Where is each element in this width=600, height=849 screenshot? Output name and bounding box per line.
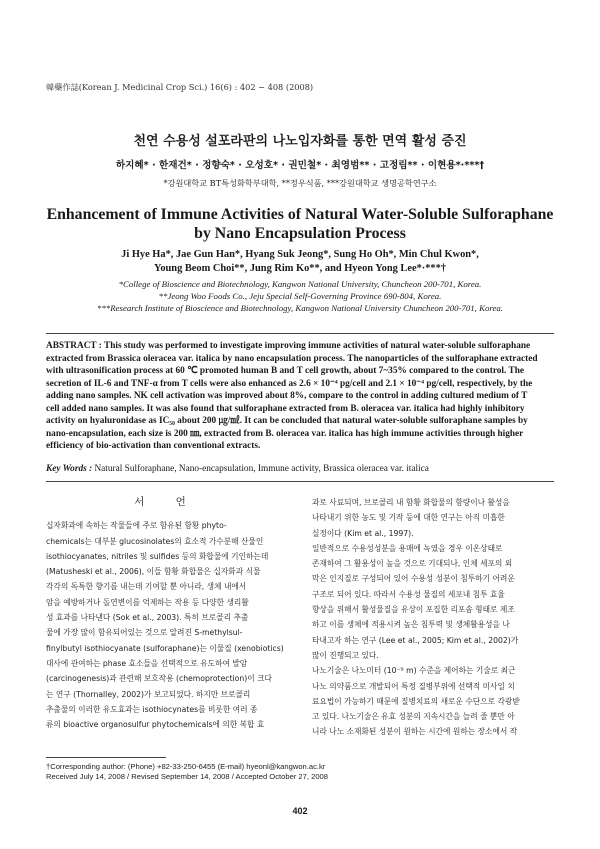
korean-title: 천연 수용성 설포라판의 나노입자화를 통한 면역 활성 증진 (133, 134, 467, 149)
abstract (46, 340, 554, 453)
abstract-line: efficiency of bio-activation than conventional extracts. (46, 441, 261, 451)
korean-authors: 하지혜* · 한재건* · 정향숙* · 오성호* · 권민철* · 최영범** · 고정림** · 이현용*·***† (115, 160, 485, 171)
body-line: 타내고자 하는 연구 (Lee et al., 2005; Kim et al., 2002)가 (312, 635, 519, 645)
english-title (0, 205, 600, 243)
body-line: 일반적으로 수용성성분을 용매에 녹였을 경우 이온상태로 (312, 543, 503, 553)
right-column (312, 495, 554, 740)
body-line: chemicals는 대부분 glucosinolates의 효소적 가수분해 산물인 (46, 536, 264, 546)
abstract-line: extracted from Brassica oleracea var. italica by nano encapsulation process. The nanoparticles of the sulforaphane extracted (46, 353, 538, 364)
body-line: 하고 이를 생체에 적용시켜 높은 침투력 및 생체활용성을 나 (312, 620, 510, 630)
abstract-line: ABSTRACT : This study was performed to investigate improving immune activities of natural water-soluble sulforaphane (46, 341, 531, 351)
footnote-rule (46, 757, 166, 758)
keywords (46, 463, 554, 475)
abstract-line: secretion of IL-6 and TNF-α from T cells were also enhanced as 2.6 × 10⁻⁴ pg/cell and 2.1 × 10⁻⁴ pg/cell, respectively, by the (46, 378, 533, 389)
abstract-line: activity on hyaluronidase as IC₅₀ about 200 ㎍/㎖. It can be concluded that natural water-soluble sulforaphane samples by (46, 416, 528, 426)
body-line: 고 있다. 나노기술은 유효 성분의 지속시간을 늘려 줄 뿐만 아 (312, 712, 515, 722)
body-line: 각각의 독특한 향기를 내는데 기여할 뿐 아니라, 생체 내에서 (46, 582, 247, 592)
abstract-line: nano-encapsulation, each size is 200 ㎚, extracted from B. oleracea var. italica has high immune activities through higher (46, 428, 524, 439)
abstract-bottom-rule (46, 481, 554, 482)
body-line: 과로 사료되며, 브로콜리 내 함황 화합물의 함량이나 활성을 (312, 498, 510, 507)
body-line: 류의 bioactive organosulfur phytochemicals에 의한 복합 효 (46, 720, 265, 730)
english-authors-line: Young Beom Choi**, Jung Rim Ko**, and Hyeon Yong Lee*·***† (153, 263, 447, 274)
abstract-top-rule (46, 333, 554, 334)
body-line: 대사에 관여하는 phase 효소들을 선택적으로 유도하여 발암 (46, 658, 248, 668)
journal-header: 韓藥作誌(Korean J. Medicinal Crop Sci.) 16(6) : 402 − 408 (2008) (46, 82, 314, 92)
body-line: 료요법이 가능하기 때문에 질병치료의 새로운 수단으로 각광받 (312, 696, 520, 706)
body-line: 존재하여 그 활용성이 높을 것으로 기대되나, 인체 세포의 외 (312, 559, 513, 569)
english-title-line: Enhancement of Immune Activities of Natural Water-Soluble Sulforaphane (46, 206, 554, 223)
body-line: (Matusheski et al., 2006), 이들 함황 화합물은 십자화과 식물 (46, 567, 261, 577)
body-line: 물에 가장 많이 함유되어있는 것으로 알려진 S-methylsul- (46, 628, 243, 638)
korean-affiliation: *강원대학교 BT특성화학부대학, **정우식품, ***강원대학교 생명공학연구소 (163, 178, 437, 188)
received-dates: Received July 14, 2008 / Revised September 14, 2008 / Accepted October 27, 2008 (46, 772, 328, 781)
body-line: 십자화과에 속하는 작물들에 주로 함유된 함황 phyto- (46, 521, 227, 531)
body-line: 나타내기 위한 농도 및 기작 등에 대한 연구는 아직 미흡한 (312, 513, 505, 523)
body-line: 니라 나노 소재화된 성분이 원하는 시간에 원하는 장소에서 작 (312, 727, 518, 737)
english-affiliations (0, 278, 600, 314)
body-line: 추출물의 이러한 유도효과는 isothiocynates를 비롯한 여러 종 (46, 704, 258, 714)
affiliation-line: *College of Bioscience and Biotechnology, Kangwon National University, Chuncheon 200-701, Korea. (118, 279, 482, 289)
english-authors (0, 248, 600, 276)
body-line: 성 효과를 나타낸다 (Sok et al., 2003). 특히 브로콜리 추출 (46, 613, 249, 623)
body-line: 막은 인지질로 구성되어 있어 수용성 성분이 침투하기 어려운 (312, 574, 515, 584)
page-number: 402 (292, 806, 308, 816)
left-column (46, 495, 288, 732)
keywords-label: Key Words : (46, 464, 93, 474)
english-title-line: by Nano Encapsulation Process (194, 225, 406, 242)
body-line: 나노 의약품으로 개발되어 특정 질병부위에 선택적 미사일 치 (312, 681, 515, 691)
affiliation-line: ***Research Institute of Bioscience and Biotechnology, Kangwon National University Chuncheon 200-701, Korea. (97, 303, 503, 313)
keywords-text: Natural Sulforaphane, Nano-encapsulation, Immune activity, Brassica oleracea var. italica (94, 464, 429, 474)
body-line: isothiocyanates, nitriles 및 sulfides 등의 화합물에 기인하는데 (46, 551, 269, 561)
affiliation-line: **Jeong Woo Foods Co., Jeju Special Self-Governing Province 690-804, Korea. (158, 291, 442, 301)
body-line: 향상을 위해서 활성물질을 유상이 포집한 리포솜 형태로 제조 (312, 605, 515, 615)
body-line: 구조로 되어 있다. 따라서 수용성 물질의 세포내 침투 효율 (312, 589, 505, 599)
footnote (46, 762, 328, 782)
body-line: 암을 예방하거나 돌연변이를 억제하는 작용 등 다양한 생리활 (46, 597, 249, 607)
abstract-line: cell added nano samples. It was also found that sulforaphane extracted from B. oleracea var. italica had highly inhibitory (46, 403, 525, 414)
body-line: 실정이다 (Kim et al., 1997). (312, 528, 414, 538)
body-line: 는 연구 (Thornalley, 2002)가 보고되었다. 하지만 브로콜리 (46, 689, 251, 699)
body-line: 나노기술은 나노미터 (10⁻⁹ m) 수준을 제어하는 기술로 최근 (312, 666, 516, 676)
body-line: 많이 진행되고 있다. (312, 650, 379, 660)
body-line: finylbutyl isothiocyanate (sulforaphane)는 이물질 (xenobiotics) (46, 643, 284, 653)
english-authors-line: Ji Hye Ha*, Jae Gun Han*, Hyang Suk Jeong*, Sung Ho Oh*, Min Chul Kwon*, (121, 249, 479, 260)
corresponding-author: †Corresponding author: (Phone) +82-33-250-6455 (E-mail) hyeonl@kangwon.ac.kr (46, 762, 326, 771)
body-line: (carcinogenesis)과 관련해 보호작용 (chemoprotection)이 크다 (46, 674, 272, 684)
abstract-line: with ultrasonification process at 60 ℃ promoted human B and T cell growth, about 7~35% compared to the control. The (46, 366, 524, 376)
section-heading: 서 언 (134, 496, 200, 508)
abstract-line: adding nano samples. NK cell activation was improved about 8%, compare to the control in adding cultured medium of T (46, 391, 528, 401)
